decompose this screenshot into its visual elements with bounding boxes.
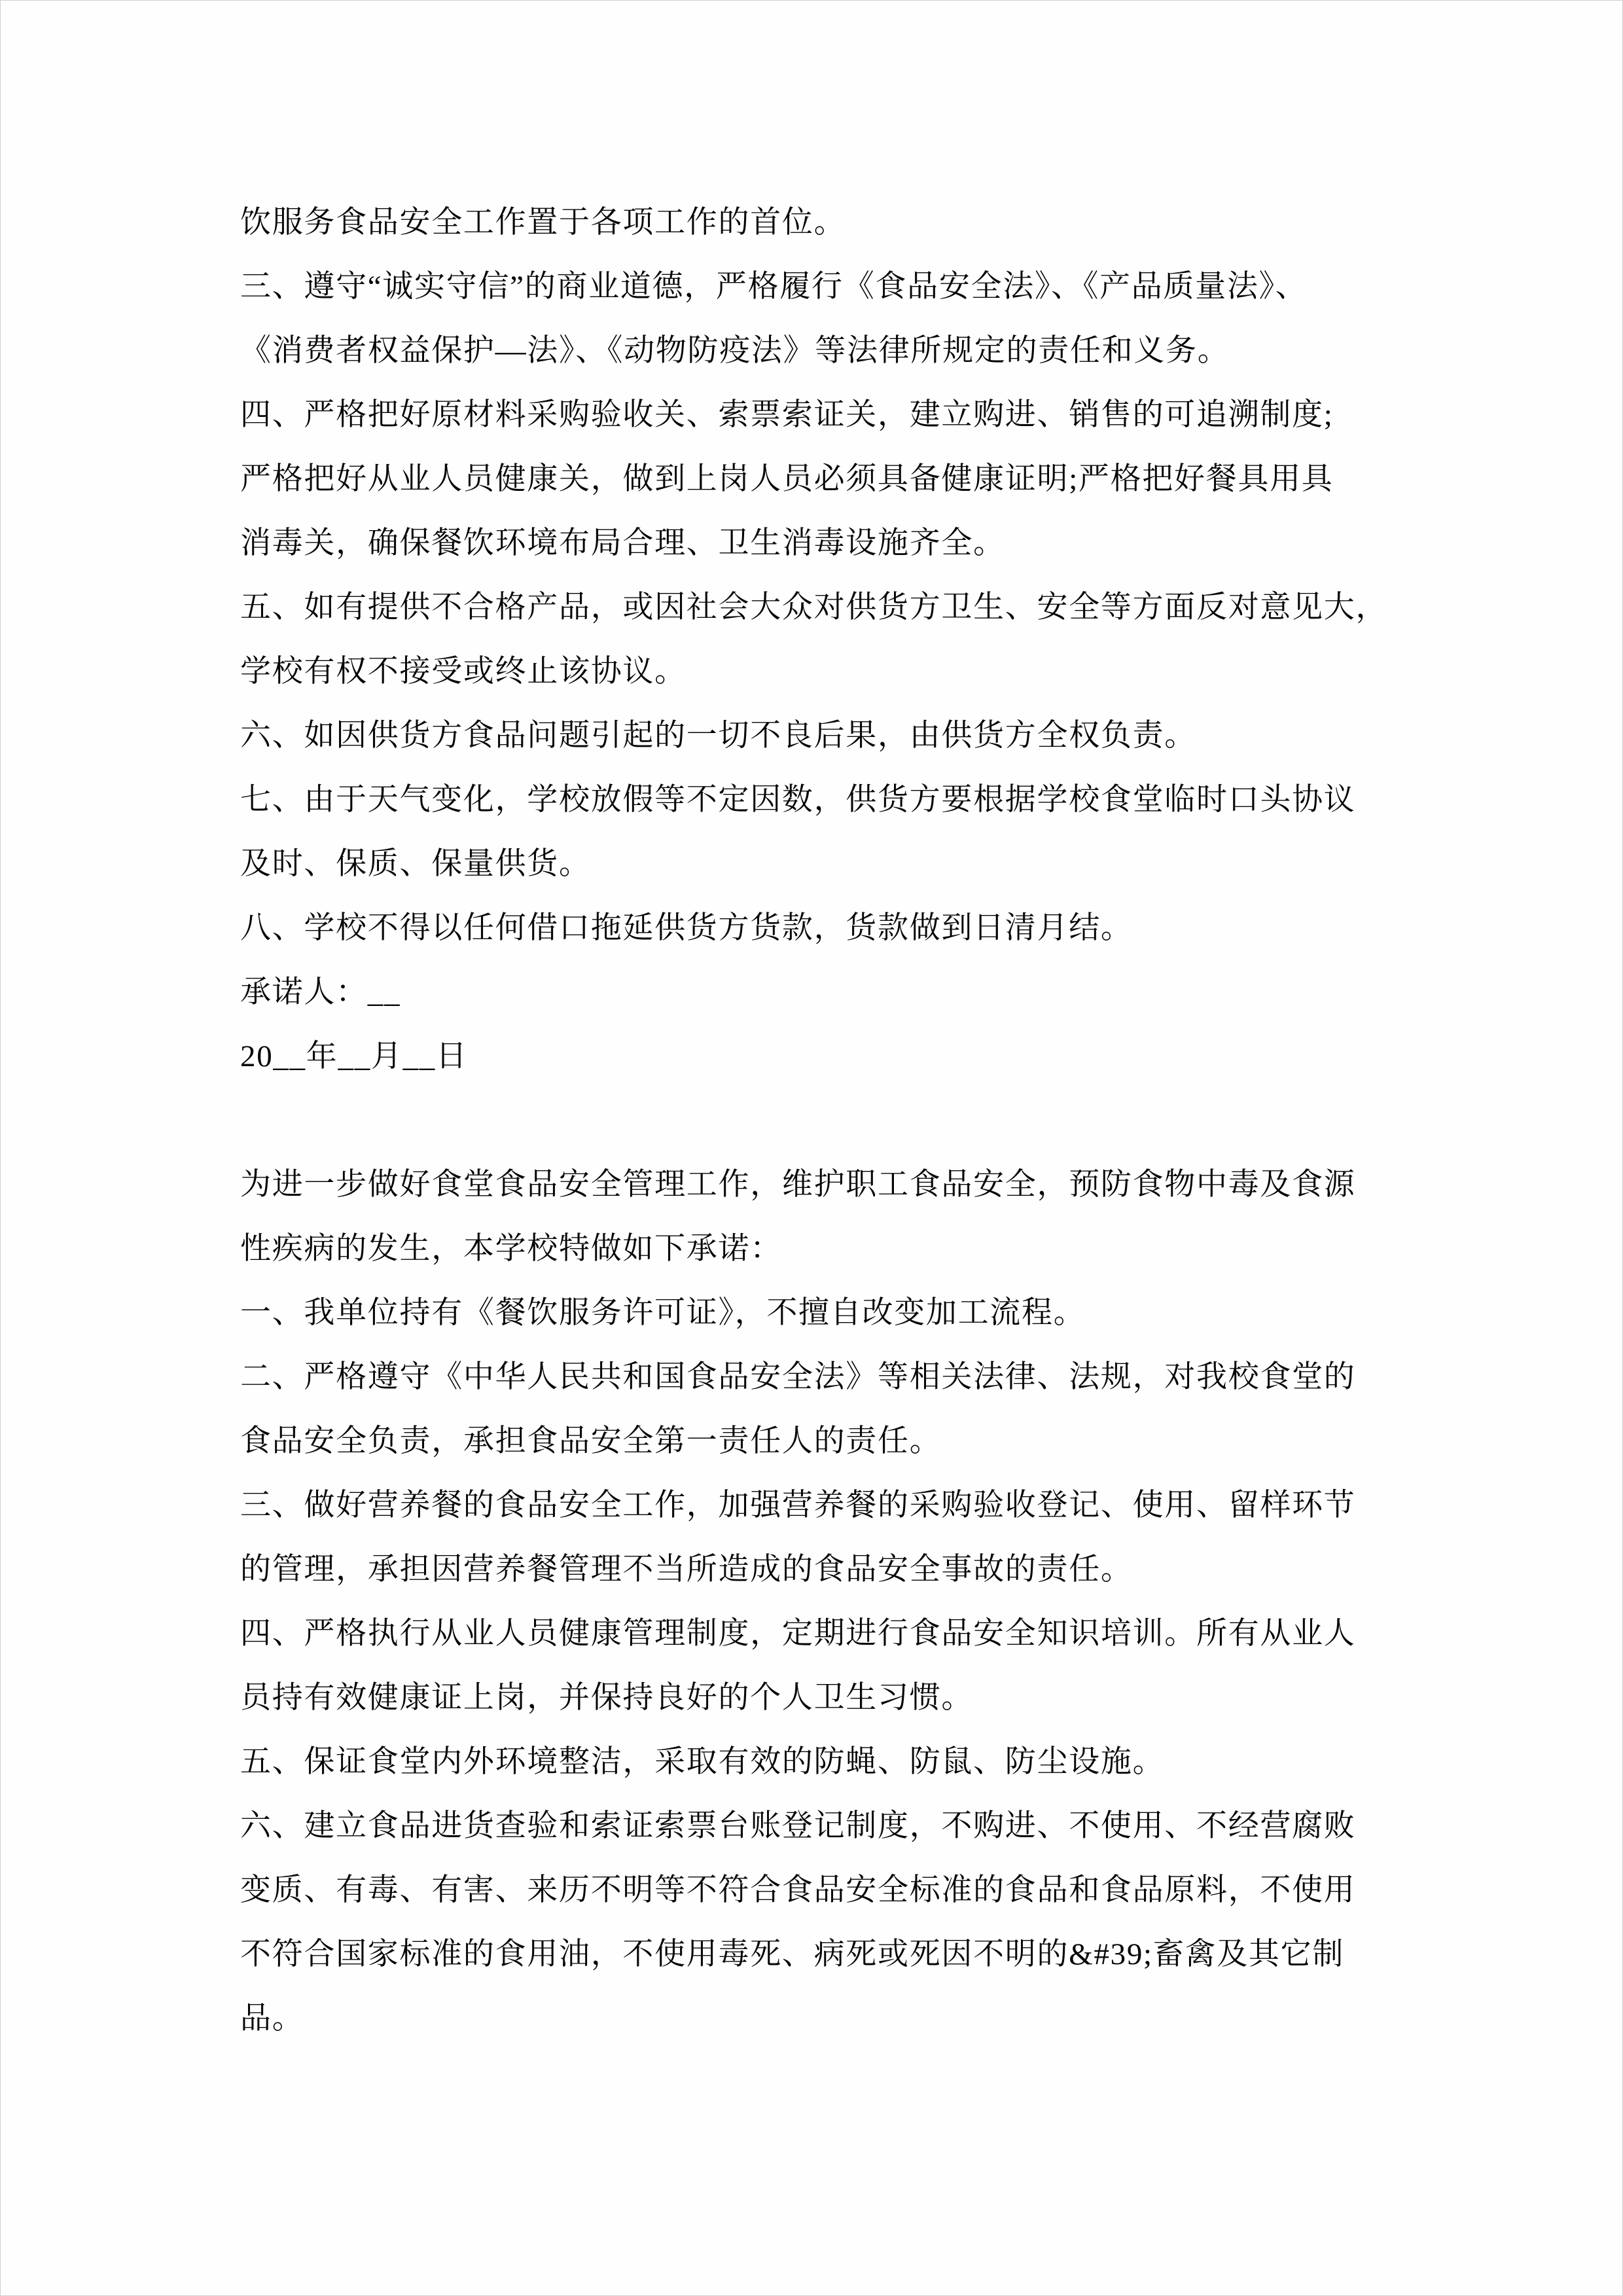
blank-line bbox=[240, 1088, 1418, 1153]
text-line: 食品安全负责，承担食品安全第一责任人的责任。 bbox=[240, 1424, 942, 1458]
text-line: 三、遵守“诚实守信”的商业道德，严格履行《食品安全法》、《产品质量法》、 bbox=[240, 270, 1308, 304]
text-line: 学校有权不接受或终止该协议。 bbox=[240, 655, 687, 689]
text-line: 性疾病的发生，本学校特做如下承诺： bbox=[240, 1232, 782, 1266]
text-line: 不符合国家标准的食用油，不使用毒死、病死或死因不明的&#39;畜禽及其它制 bbox=[240, 1937, 1345, 1971]
text-line: 品。 bbox=[240, 2001, 304, 2036]
text-line: 承诺人：__ bbox=[240, 975, 401, 1009]
document-body bbox=[240, 190, 1418, 2051]
text-line: 五、如有提供不合格产品，或因社会大众对供货方卫生、安全等方面反对意见大， bbox=[240, 590, 1388, 624]
text-line: 四、严格把好原材料采购验收关、索票索证关，建立购进、销售的可追溯制度; bbox=[240, 398, 1334, 432]
text-line: 饮服务食品安全工作置于各项工作的首位。 bbox=[240, 206, 846, 240]
text-line: 《消费者权益保护—法》、《动物防疫法》等法律所规定的责任和义务。 bbox=[240, 334, 1230, 368]
text-line: 七、由于天气变化，学校放假等不定因数，供货方要根据学校食堂临时口头协议 bbox=[240, 783, 1356, 817]
text-line: 六、建立食品进货查验和索证索票台账登记制度，不购进、不使用、不经营腐败 bbox=[240, 1809, 1356, 1843]
text-line: 二、严格遵守《中华人民共和国食品安全法》等相关法律、法规，对我校食堂的 bbox=[240, 1360, 1356, 1394]
text-line: 变质、有毒、有害、来历不明等不符合食品安全标准的食品和食品原料，不使用 bbox=[240, 1873, 1356, 1907]
text-line: 一、我单位持有《餐饮服务许可证》，不擅自改变加工流程。 bbox=[240, 1296, 1086, 1330]
text-line: 及时、保质、保量供货。 bbox=[240, 847, 591, 881]
text-line: 员持有效健康证上岗，并保持良好的个人卫生习惯。 bbox=[240, 1681, 974, 1715]
text-line: 三、做好营养餐的食品安全工作，加强营养餐的采购验收登记、使用、留样环节 bbox=[240, 1488, 1356, 1522]
text-line: 严格把好从业人员健康关，做到上岗人员必须具备健康证明;严格把好餐具用具 bbox=[240, 462, 1334, 496]
text-line: 20__年__月__日 bbox=[240, 1039, 468, 1073]
text-line: 八、学校不得以任何借口拖延供货方货款，货款做到日清月结。 bbox=[240, 911, 1133, 945]
text-line: 六、如因供货方食品问题引起的一切不良后果，由供货方全权负责。 bbox=[240, 719, 1196, 753]
text-line: 的管理，承担因营养餐管理不当所造成的食品安全事故的责任。 bbox=[240, 1552, 1133, 1587]
text-line: 消毒关，确保餐饮环境布局合理、卫生消毒设施齐全。 bbox=[240, 526, 1005, 560]
text-line: 为进一步做好食堂食品安全管理工作，维护职工食品安全，预防食物中毒及食源 bbox=[240, 1168, 1356, 1202]
text-line: 四、严格执行从业人员健康管理制度，定期进行食品安全知识培训。所有从业人 bbox=[240, 1617, 1356, 1651]
text-line: 五、保证食堂内外环境整洁，采取有效的防蝇、防鼠、防尘设施。 bbox=[240, 1745, 1165, 1779]
